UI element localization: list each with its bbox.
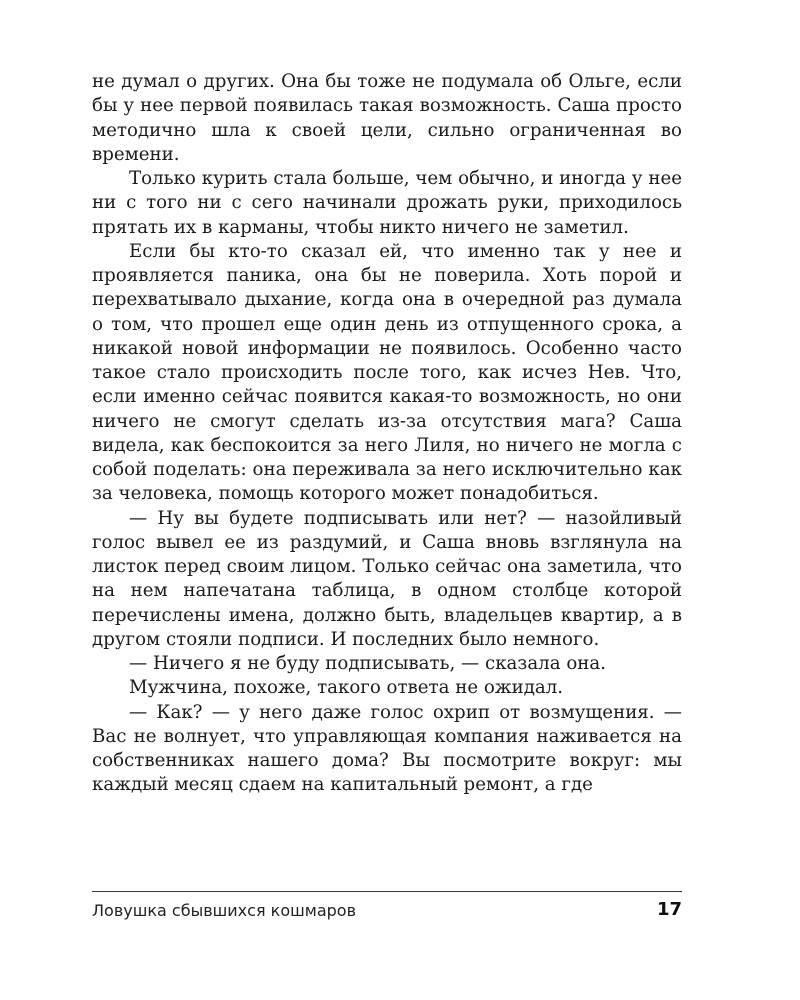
paragraph-2: Только курить стала больше, чем обычно, и иногда у нее ни с того ни с сего начинали дрожать руки, приходилось прятать их в карманы, чтобы никто ничего не заметил. — [92, 168, 682, 238]
paragraph-1: не думал о других. Она бы тоже не подумала об Ольге, если бы у нее первой появилась такая возможность. Саша просто методично шла к своей цели, сильно ограниченная во времени. — [92, 71, 682, 165]
paragraph-3: Если бы кто-то сказал ей, что именно так у нее и проявляется паника, она бы не поверила. Хоть порой и перехватывало дыхание, когда она в очередной раз думала о том, что прошел еще один день из отпущенного срока, а никакой новой информации не появилось. Особенно часто такое стало происходить после того, как исчез Нев. Что, если именно сейчас появится какая-то возможность, но они ничего не смогут сделать из-за отсутствия мага? Саша видела, как беспокоится за него Лиля, но ничего не могла с собой поделать: она переживала за него исключительно как за человека, помощь которого может понадобиться. — [92, 240, 682, 505]
paragraph-5: — Ничего я не буду подписывать, — сказала она. — [129, 653, 607, 674]
body-text — [92, 70, 682, 798]
paragraph-7: — Как? — у него даже голос охрип от возмущения. — Вас не волнует, что управляющая компания наживается на собственниках нашего дома? Вы посмотрите вокруг: мы каждый месяц сдаем на капитальный ремонт, а где — [92, 701, 682, 796]
paragraph-6: Мужчина, похоже, такого ответа не ожидал. — [129, 677, 564, 699]
running-title: Ловушка сбывшихся кошмаров — [92, 901, 356, 920]
footer-divider — [92, 891, 682, 892]
paragraph-4: — Ну вы будете подписывать или нет? — назойливый голос вывел ее из раздумий, и Саша вновь взглянула на листок перед своим лицом. Только сейчас она заметила, что на нем напечатана таблица, в одном столбце которой перечислены имена, должно быть, владельцев квартир, а в другом стояли подписи. И последних было немного. — [92, 507, 682, 650]
page-number: 17 — [656, 899, 682, 920]
